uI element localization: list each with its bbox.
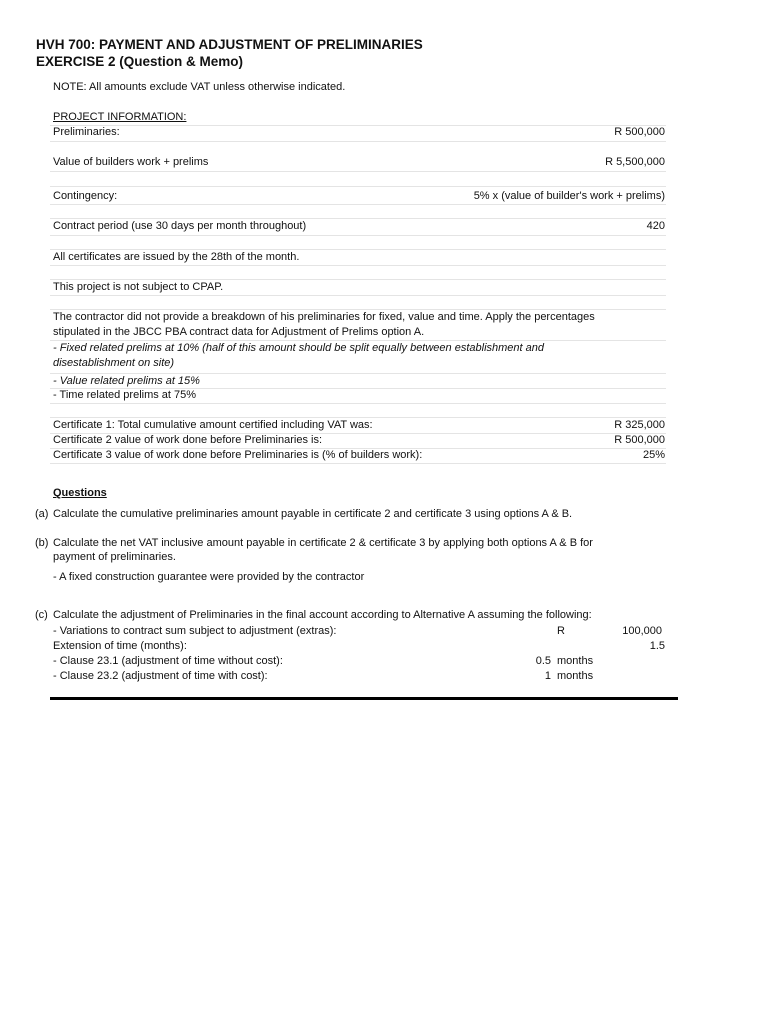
- row-divider: [50, 141, 666, 142]
- question-c-line-1: Calculate the adjustment of Preliminaries in the final account according to Alternative A assuming the following:: [53, 609, 592, 621]
- variations-value: 100,000: [622, 625, 662, 637]
- row-divider: [50, 463, 666, 464]
- certificates-issued-text: All certificates are issued by the 28th of the month.: [53, 251, 300, 263]
- builders-work-label: Value of builders work + prelims: [53, 156, 209, 168]
- contract-period-value: 420: [646, 220, 665, 232]
- row-divider: [50, 171, 666, 172]
- certificate-2-label: Certificate 2 value of work done before Preliminaries is:: [53, 434, 323, 446]
- question-c-number: (c): [35, 609, 48, 621]
- question-b-number: (b): [35, 537, 49, 549]
- note-text: NOTE: All amounts exclude VAT unless otherwise indicated.: [53, 81, 346, 93]
- row-divider: [50, 340, 666, 341]
- row-divider: [50, 265, 666, 266]
- preliminaries-label: Preliminaries:: [53, 126, 120, 138]
- questions-heading: Questions: [53, 487, 107, 499]
- clause-23-1-months-value: 0.5: [535, 655, 551, 667]
- preliminaries-value: R 500,000: [614, 126, 665, 138]
- extension-time-label: Extension of time (months):: [53, 640, 187, 652]
- clause-23-1-label: - Clause 23.1 (adjustment of time without cost):: [53, 655, 283, 667]
- clause-23-2-unit: months: [557, 670, 594, 682]
- certificate-1-label: Certificate 1: Total cumulative amount certified including VAT was:: [53, 419, 373, 431]
- question-a-text: Calculate the cumulative preliminaries amount payable in certificate 2 and certificate 3 using options A & B.: [53, 508, 573, 520]
- question-a-number: (a): [35, 508, 49, 520]
- row-divider: [50, 373, 666, 374]
- row-divider: [50, 218, 666, 219]
- extension-time-value: 1.5: [649, 640, 665, 652]
- row-divider: [50, 125, 666, 126]
- bottom-rule: [50, 697, 678, 700]
- row-divider: [50, 186, 666, 187]
- time-prelims-text: - Time related prelims at 75%: [53, 389, 197, 401]
- page-title: HVH 700: PAYMENT AND ADJUSTMENT OF PRELIMINARIES: [36, 37, 423, 52]
- value-prelims-text: - Value related prelims at 15%: [53, 375, 200, 387]
- fixed-prelims-line-1: - Fixed related prelims at 10% (half of this amount should be split equally between establishment and: [53, 342, 544, 354]
- certificate-3-label: Certificate 3 value of work done before Preliminaries is (% of builders work):: [53, 449, 423, 461]
- row-divider: [50, 235, 666, 236]
- page-subtitle: EXERCISE 2 (Question & Memo): [36, 54, 244, 69]
- row-divider: [50, 309, 666, 310]
- cpap-text: This project is not subject to CPAP.: [53, 281, 224, 293]
- clause-23-2-months-value: 1: [544, 670, 551, 682]
- row-divider: [50, 295, 666, 296]
- row-divider: [50, 204, 666, 205]
- contingency-value: 5% x (value of builder's work + prelims): [473, 190, 665, 202]
- row-divider: [50, 279, 666, 280]
- contract-period-label: Contract period (use 30 days per month throughout): [53, 220, 307, 232]
- row-divider: [50, 403, 666, 404]
- certificate-1-value: R 325,000: [614, 419, 665, 431]
- variations-currency: R: [557, 625, 565, 637]
- builders-work-value: R 5,500,000: [605, 156, 665, 168]
- breakdown-line-1: The contractor did not provide a breakdown of his preliminaries for fixed, value and time. Apply the percentages: [53, 311, 595, 323]
- question-b-line-1: Calculate the net VAT inclusive amount payable in certificate 2 & certificate 3 by applying both options A & B for: [53, 537, 593, 549]
- variations-label: - Variations to contract sum subject to adjustment (extras):: [53, 625, 337, 637]
- row-divider: [50, 417, 666, 418]
- fixed-prelims-line-2: disestablishment on site): [53, 357, 175, 369]
- clause-23-1-unit: months: [557, 655, 594, 667]
- question-b-line-3: - A fixed construction guarantee were provided by the contractor: [53, 571, 365, 583]
- certificate-2-value: R 500,000: [614, 434, 665, 446]
- clause-23-2-label: - Clause 23.2 (adjustment of time with cost):: [53, 670, 268, 682]
- breakdown-line-2: stipulated in the JBCC PBA contract data for Adjustment of Prelims option A.: [53, 326, 425, 338]
- question-b-line-2: payment of preliminaries.: [53, 551, 176, 563]
- project-info-heading: PROJECT INFORMATION:: [53, 111, 187, 123]
- contingency-label: Contingency:: [53, 190, 118, 202]
- row-divider: [50, 249, 666, 250]
- certificate-3-value: 25%: [642, 449, 665, 461]
